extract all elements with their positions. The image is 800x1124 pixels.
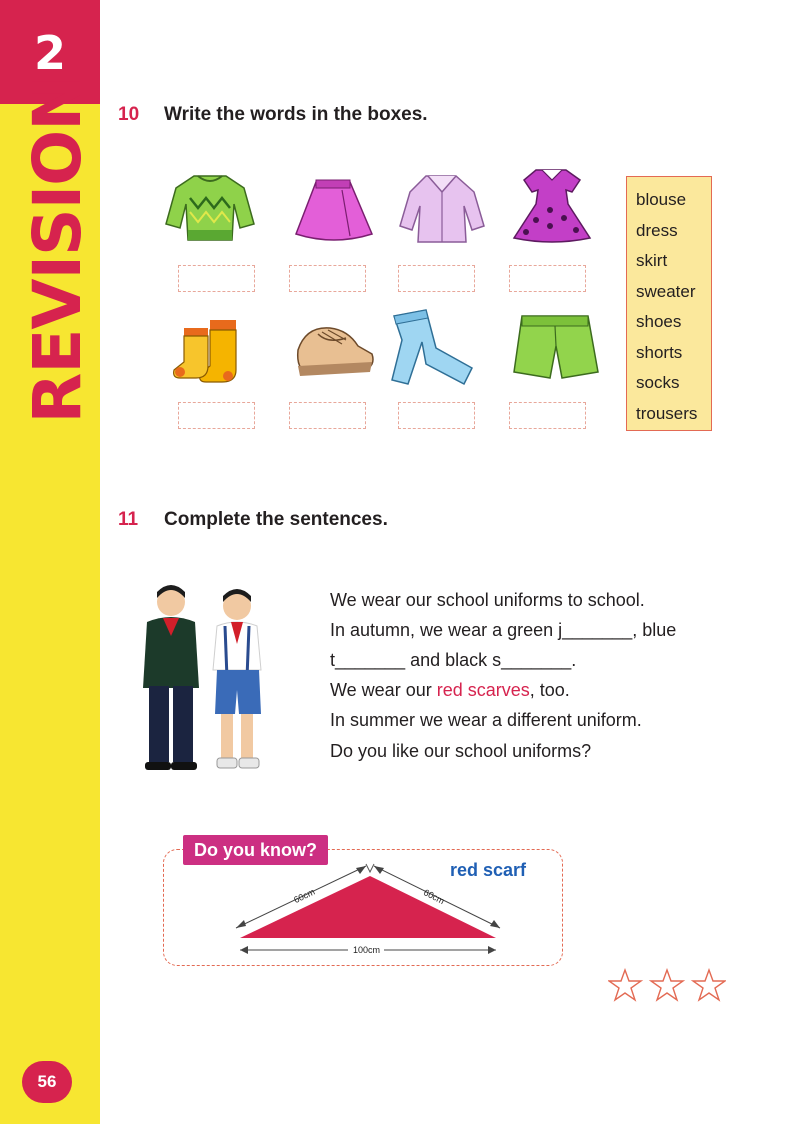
sentence-line-4-end: , too. bbox=[529, 680, 570, 700]
dress-picture bbox=[506, 164, 598, 244]
word-bank-item: trousers bbox=[636, 403, 698, 423]
star-icon bbox=[609, 970, 641, 1000]
students-picture bbox=[133, 578, 273, 780]
sentence-line-3: t_______ and black s_______. bbox=[330, 650, 577, 670]
exercise-10-number: 10 bbox=[118, 104, 140, 125]
sentence-line-4 bbox=[330, 680, 570, 701]
sentence-line-4-start: We wear our bbox=[330, 680, 437, 700]
skirt-picture bbox=[288, 168, 380, 248]
word-bank-item: dress bbox=[636, 220, 678, 240]
trousers-picture bbox=[386, 308, 478, 388]
exercise-11-heading bbox=[118, 509, 388, 531]
shorts-picture bbox=[508, 308, 600, 388]
word-bank-item: skirt bbox=[636, 251, 668, 270]
answer-box-6[interactable] bbox=[289, 402, 366, 429]
blouse-picture bbox=[396, 168, 488, 248]
answer-box-5[interactable] bbox=[178, 402, 255, 429]
red-scarf-diagram bbox=[230, 858, 506, 958]
word-bank bbox=[626, 176, 712, 431]
unit-number: 2 bbox=[33, 26, 66, 80]
red-scarf-label: red scarf bbox=[450, 860, 527, 880]
socks-picture bbox=[170, 310, 262, 390]
word-bank-item: shoes bbox=[636, 312, 682, 331]
scarf-right-side-label: 60cm bbox=[421, 887, 447, 907]
scarf-base-label: 100cm bbox=[353, 945, 381, 955]
exercise-10-heading bbox=[118, 104, 428, 126]
answer-box-7[interactable] bbox=[398, 402, 475, 429]
word-bank-item: blouse bbox=[636, 190, 687, 209]
sweater-picture bbox=[164, 168, 256, 248]
sentence-line-2: In autumn, we wear a green j_______, blue bbox=[330, 620, 677, 640]
rating-stars bbox=[608, 968, 726, 1002]
answer-box-2[interactable] bbox=[289, 265, 366, 292]
scarf-left-side-label: 60cm bbox=[292, 886, 317, 906]
answer-box-8[interactable] bbox=[509, 402, 586, 429]
exercise-10-title: Write the words in the boxes. bbox=[164, 104, 428, 125]
word-bank-item: socks bbox=[636, 373, 680, 392]
sentence-line-6: Do you like our school uniforms? bbox=[330, 741, 592, 761]
word-bank-item: shorts bbox=[636, 342, 683, 362]
shoes-picture bbox=[288, 310, 380, 390]
exercise-11-title: Complete the sentences. bbox=[164, 509, 388, 530]
page-number: 56 bbox=[22, 1061, 72, 1103]
exercise-11-number: 11 bbox=[118, 509, 139, 530]
do-you-know-tab: Do you know? bbox=[183, 835, 328, 865]
unit-title: REVISION bbox=[19, 76, 96, 424]
sentence-line-5: In summer we wear a different uniform. bbox=[330, 710, 642, 730]
answer-box-3[interactable] bbox=[398, 265, 475, 292]
red-scarves-text: red scarves bbox=[436, 680, 530, 700]
star-icon bbox=[693, 970, 725, 1000]
sentence-line-1: We wear our school uniforms to school. bbox=[330, 590, 645, 610]
answer-box-1[interactable] bbox=[178, 265, 255, 292]
word-bank-item: sweater bbox=[636, 281, 696, 301]
star-icon bbox=[651, 970, 683, 1000]
answer-box-4[interactable] bbox=[509, 265, 586, 292]
